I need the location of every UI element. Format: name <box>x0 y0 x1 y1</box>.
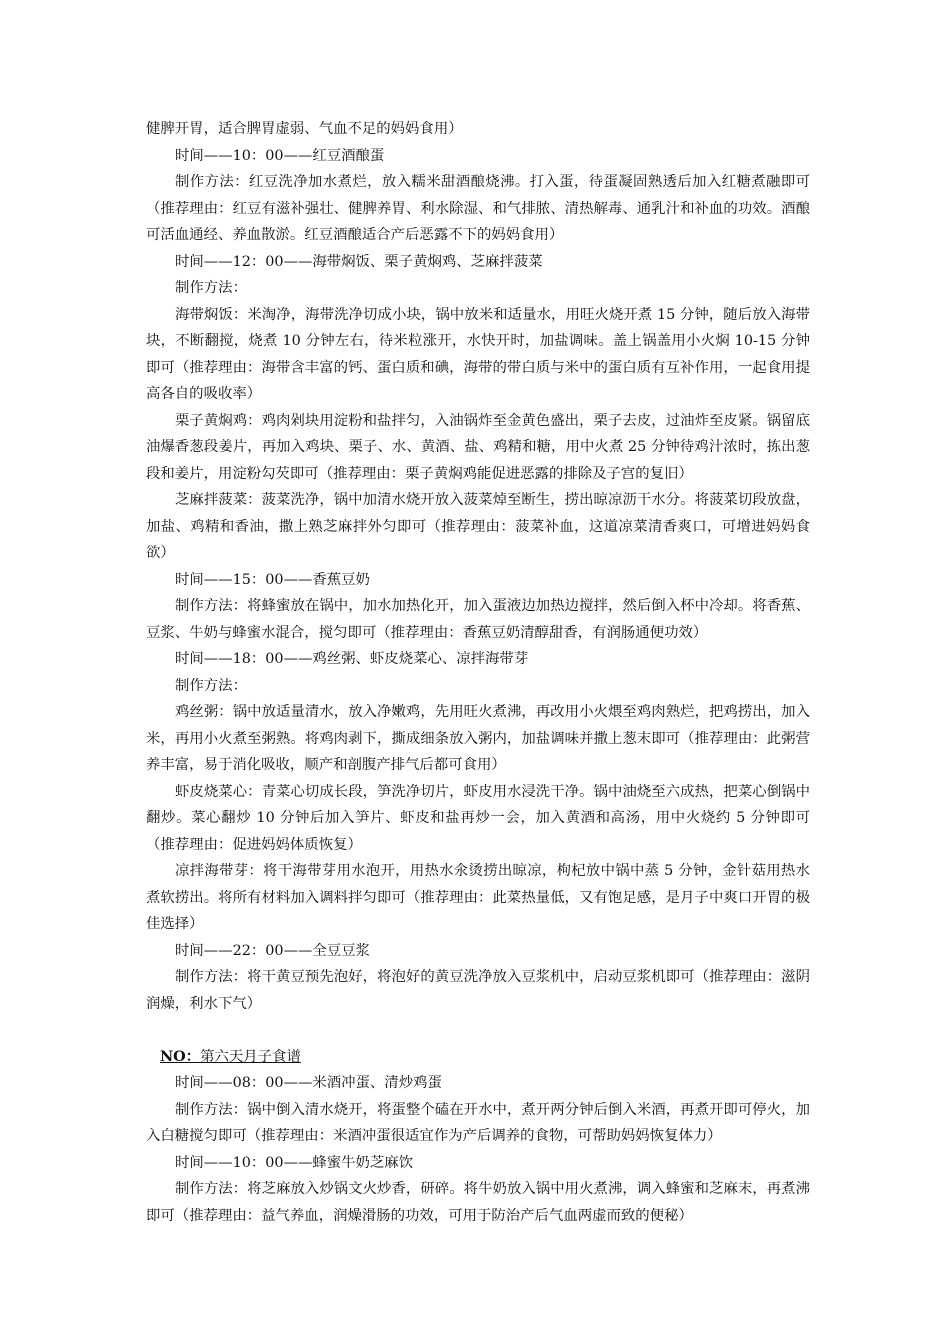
paragraph: 芝麻拌菠菜：菠菜洗净，锅中加清水烧开放入菠菜焯至断生，捞出晾凉沥干水分。将菠菜切段放盘，加盐、鸡精和香油，撒上熟芝麻拌外匀即可（推荐理由：菠菜补血，这道凉菜清香爽口，可增进妈妈食欲） <box>146 492 810 561</box>
paragraph: 时间——15：00——香蕉豆奶 <box>175 571 370 588</box>
paragraph: 制作方法：将干黄豆预先泡好，将泡好的黄豆洗净放入豆浆机中，启动豆浆机即可（推荐理由：滋阴润燥，利水下气） <box>146 969 810 1012</box>
paragraph: 制作方法： <box>175 677 247 694</box>
paragraph: 制作方法：将芝麻放入炒锅文火炒香，研碎。将牛奶放入锅中用火煮沸，调入蜂蜜和芝麻末，再煮沸即可（推荐理由：益气养血，润燥滑肠的功效，可用于防治产后气血两虚而致的便秘） <box>146 1181 810 1224</box>
paragraph: 时间——10：00——蜂蜜牛奶芝麻饮 <box>175 1154 414 1171</box>
section-spacer <box>146 1017 810 1044</box>
paragraph: 制作方法：锅中倒入清水烧开，将蛋整个磕在开水中，煮开两分钟后倒入米酒，再煮开即可停火，加入白糖搅匀即可（推荐理由：米酒冲蛋很适宜作为产后调养的食物，可帮助妈妈恢复体力） <box>146 1101 810 1144</box>
paragraph: 海带焖饭：米淘净，海带洗净切成小块，锅中放米和适量水，用旺火烧开煮 15 分钟，随后放入海带块，不断翻搅，烧煮 10 分钟左右，待米粒涨开，水快开时，加盐调味。盖上锅盖用小火焖 10-15 分钟即可（推荐理由：海带含丰富的钙、蛋白质和碘，海带的带白质与米中的蛋白质有互补作用，一起食用提高各自的吸收率） <box>146 306 810 402</box>
paragraph: 制作方法： <box>175 280 247 296</box>
paragraph: 栗子黄焖鸡：鸡肉剁块用淀粉和盐拌匀，入油锅炸至金黄色盛出，栗子去皮，过油炸至皮紧。锅留底油爆香葱段姜片，再加入鸡块、栗子、水、黄酒、盐、鸡精和糖，用中火煮 25 分钟待鸡汁浓时，拣出葱段和姜片，用淀粉勾芡即可（推荐理由：栗子黄焖鸡能促进恶露的排除及子宫的复旧） <box>146 412 810 482</box>
paragraph: 时间——10：00——红豆酒酿蛋 <box>175 147 385 164</box>
paragraph: 鸡丝粥：锅中放适量清水，放入净嫩鸡，先用旺火煮沸，再改用小火煨至鸡肉熟烂，把鸡捞出，加入米，再用小火煮至粥熟。将鸡肉剥下，撕成细条放入粥内，加盐调味并撒上葱末即可（推荐理由：此粥营养丰富，易于消化吸收，顺产和剖腹产排气后都可食用） <box>146 704 810 773</box>
paragraph: 凉拌海带芽：将干海带芽用水泡开，用热水氽烫捞出晾凉，枸杞放中锅中蒸 5 分钟，金针菇用热水煮软捞出。将所有材料加入调料拌匀即可（推荐理由：此菜热量低，又有饱足感，是月子中爽口开胃的极佳选择） <box>146 863 810 932</box>
document-page <box>146 116 810 1229</box>
paragraph: 时间——12：00——海带焖饭、栗子黄焖鸡、芝麻拌菠菜 <box>175 253 543 270</box>
paragraph: 制作方法：将蜂蜜放在锅中，加水加热化开，加入蛋液边加热边搅拌，然后倒入杯中冷却。将香蕉、豆浆、牛奶与蜂蜜水混合，搅匀即可（推荐理由：香蕉豆奶清醇甜香，有润肠通便功效） <box>146 598 810 641</box>
section-no-label: NO： <box>160 1047 201 1065</box>
paragraph: 时间——08：00——米酒冲蛋、清炒鸡蛋 <box>175 1075 442 1091</box>
paragraph: 虾皮烧菜心：青菜心切成长段，笋洗净切片，虾皮用水浸洗干净。锅中油烧至六成热，把菜心倒锅中翻炒。菜心翻炒 10 分钟后加入笋片、虾皮和盐再炒一会，加入黄酒和高汤，用中火烧约 5 分钟即可（推荐理由：促进妈妈体质恢复） <box>146 783 810 853</box>
paragraph: 时间——22：00——全豆豆浆 <box>175 942 370 959</box>
paragraph: 健脾开胃，适合脾胃虚弱、气血不足的妈妈食用） <box>146 121 463 137</box>
recipe-section-day6 <box>146 1070 810 1229</box>
recipe-section-day5 <box>146 116 810 1017</box>
paragraph: 时间——18：00——鸡丝粥、虾皮烧菜心、凉拌海带芽 <box>175 651 529 667</box>
section-title: 第六天月子食谱 <box>200 1048 301 1065</box>
section-heading <box>146 1044 810 1071</box>
paragraph: 制作方法：红豆洗净加水煮烂，放入糯米甜酒酿烧沸。打入蛋，待蛋凝固熟透后加入红糖煮融即可（推荐理由：红豆有滋补强壮、健脾养胃、利水除湿、和气排脓、清热解毒、通乳汁和补血的功效。酒酿可活血通经、养血散淤。红豆酒酿适合产后恶露不下的妈妈食用） <box>146 174 810 243</box>
